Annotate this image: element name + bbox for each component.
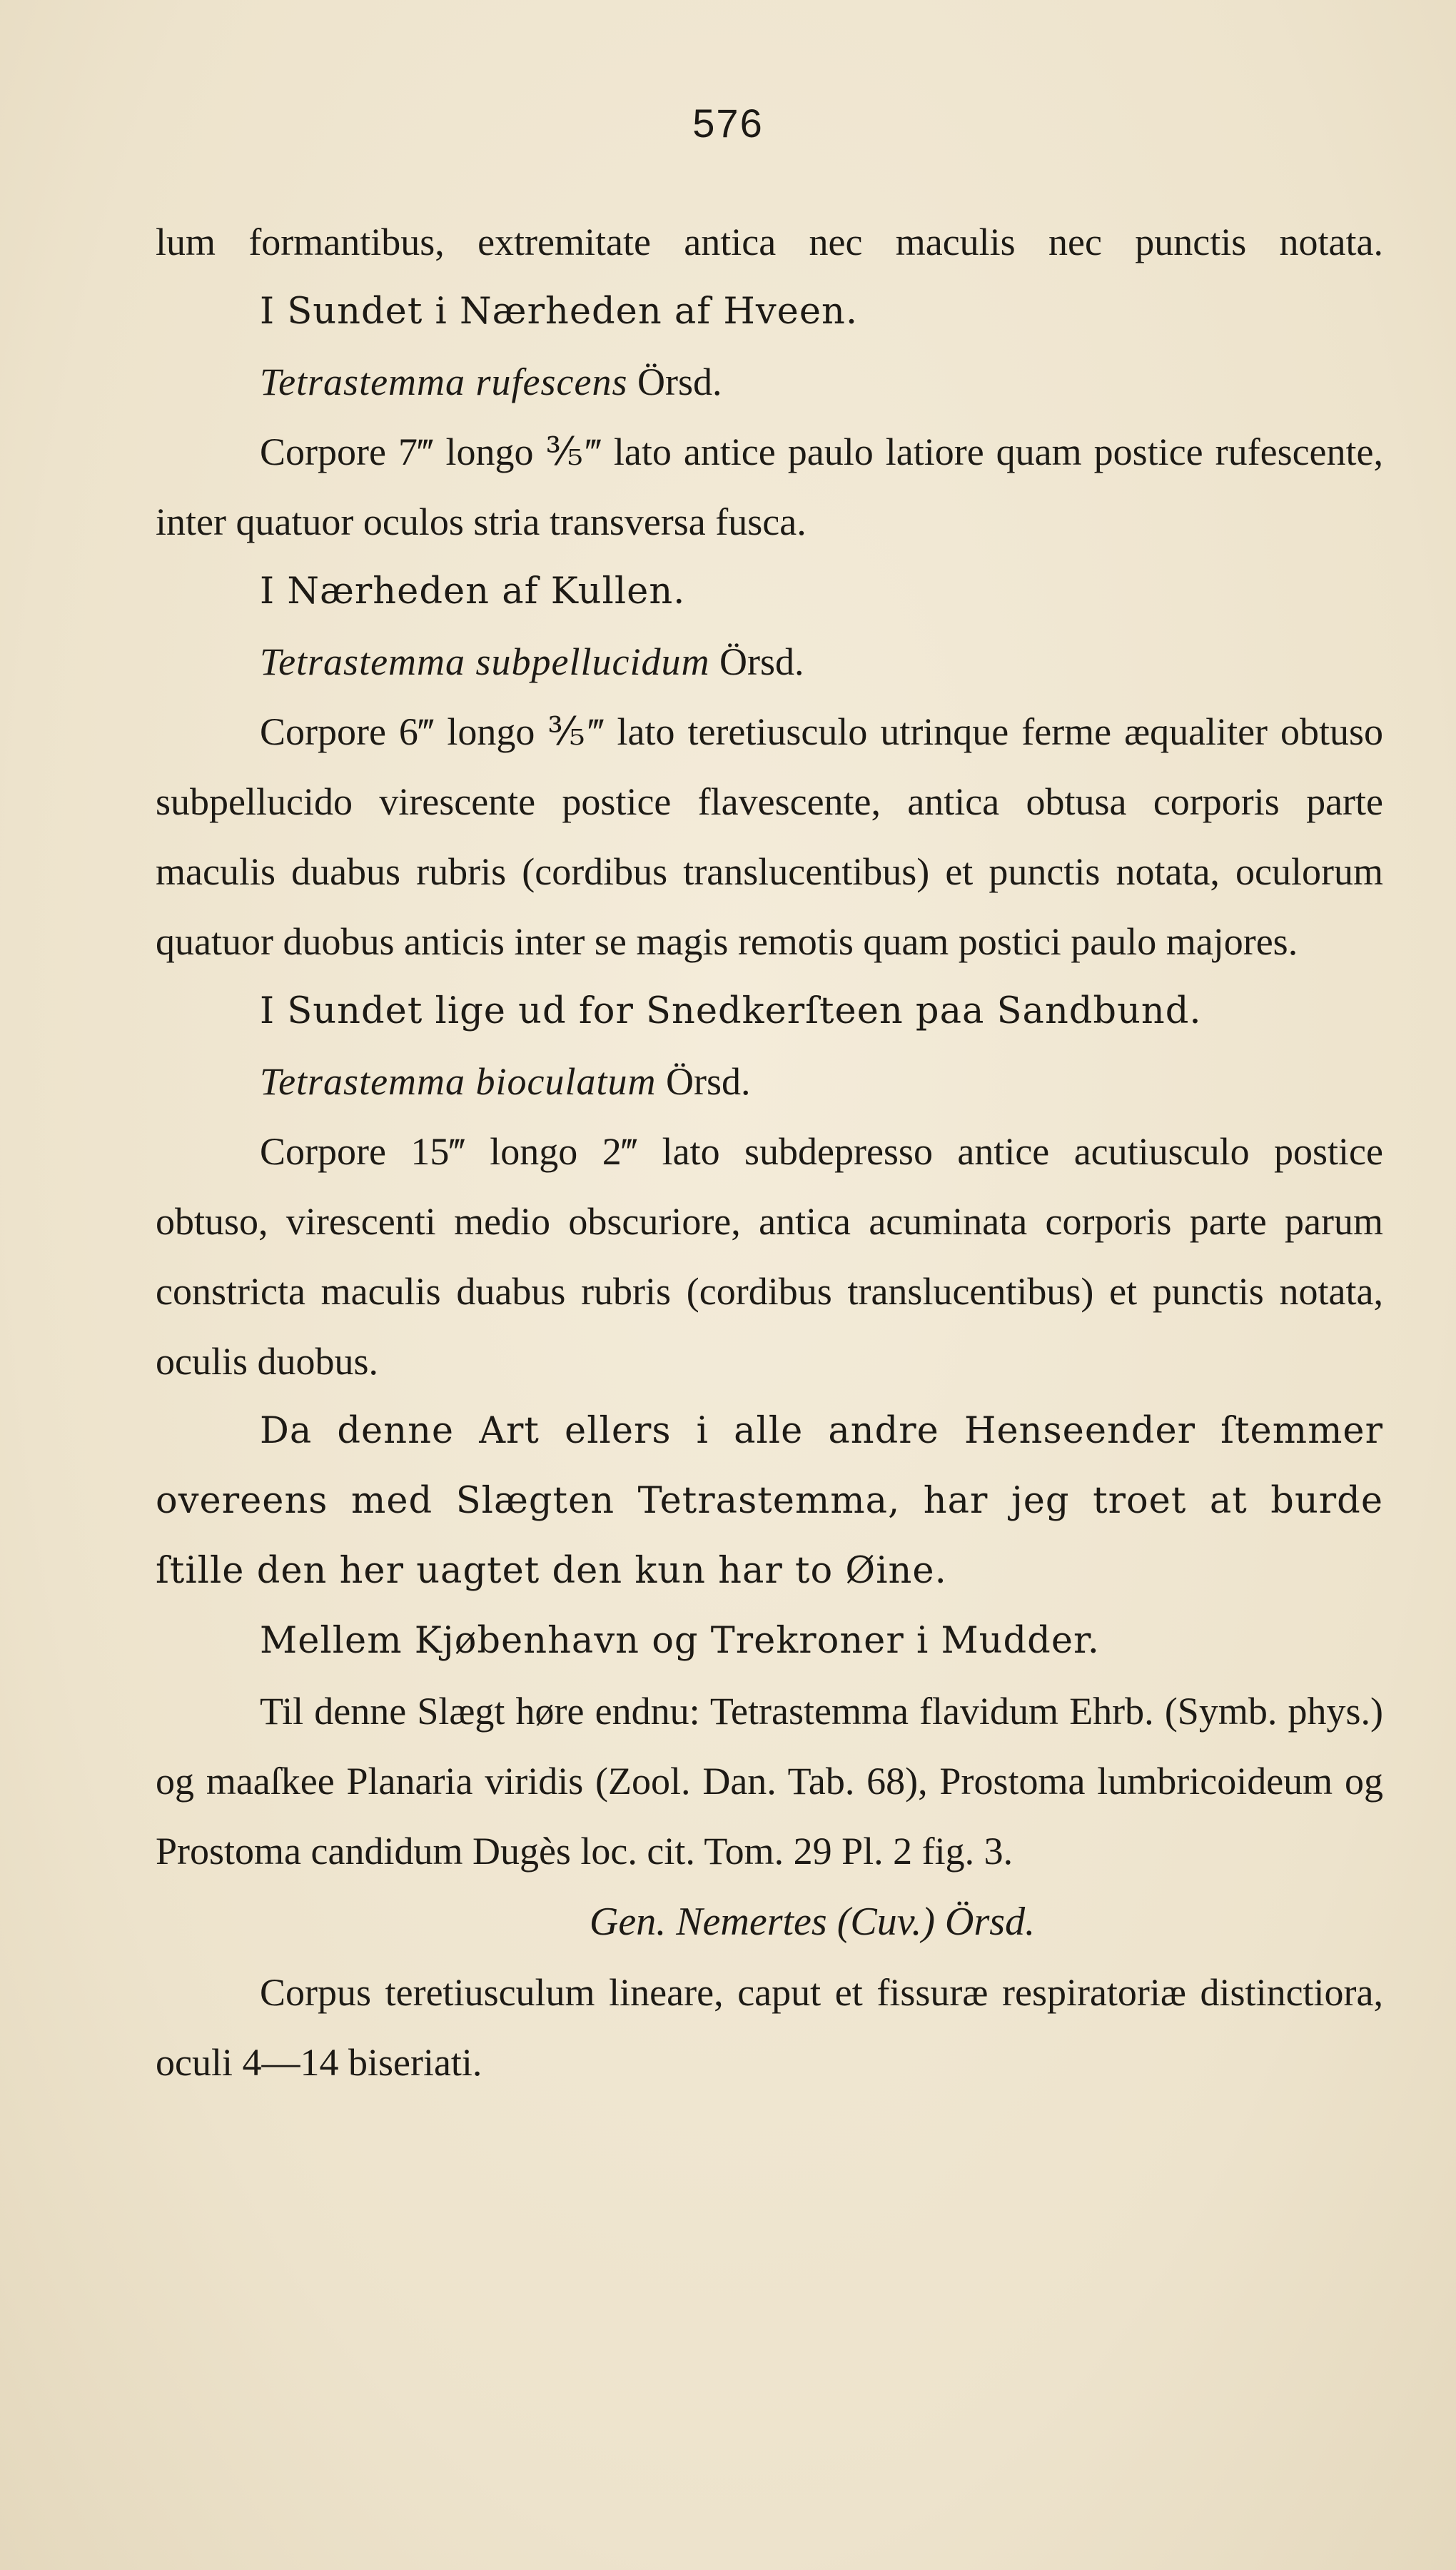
species-name: Tetrastemma subpellucidum — [260, 640, 710, 683]
species-description: Corpore 7‴ longo ⅗‴ lato antice paulo latiore quam postice rufescente, inter quatuor oculos stria transversa fusca. — [156, 430, 1383, 543]
locality-note: I Sundet lige ud for Snedkerſteen paa Sandbund. — [260, 990, 1202, 1032]
locality-note: Mellem Kjøbenhavn og Trekroner i Mudder. — [260, 1620, 1100, 1662]
locality-note: I Nærheden af Kullen. — [260, 570, 686, 613]
locality-note: I Sundet i Nærheden af Hveen. — [260, 291, 859, 333]
remark-paragraph: Til denne Slægt høre endnu: Tetrastemma flavidum Ehrb. (Symb. phys.) og maaſkee Planaria viridis (Zool. Dan. Tab. 68), Prostoma lumbricoideum og Prostoma candidum Dugès loc. cit. Tom. 29 Pl. 2 fig. 3. — [156, 1690, 1383, 1873]
species-heading — [156, 347, 1383, 417]
species-author: Örsd. — [637, 361, 722, 403]
species-heading — [156, 1047, 1383, 1117]
paragraph-continuation: lum formantibus, extremitate antica nec maculis nec punctis notata. — [156, 221, 1383, 263]
species-name: Tetrastemma bioculatum — [260, 1060, 657, 1103]
page-number: 576 — [692, 101, 764, 146]
species-heading — [156, 627, 1383, 697]
remark-paragraph: Da denne Art ellers i alle andre Henseender ſtemmer overeens med Slægten Tetrastemma, har jeg troet at burde ſtille den her uagtet den kun har to Øine. — [156, 1410, 1383, 1592]
genus-description: Corpus teretiusculum lineare, caput et fissuræ respiratoriæ distinctiora, oculi 4—14 biseriati. — [156, 1971, 1383, 2084]
species-description: Corpore 15‴ longo 2‴ lato subdepresso antice acutiusculo postice obtuso, virescenti medio obscuriore, antica acuminata corporis parte parum constricta maculis duabus rubris (cordibus translucentibus) et punctis notata, oculis duobus. — [156, 1130, 1383, 1383]
species-description: Corpore 6‴ longo ⅗‴ lato teretiusculo utrinque ferme æqualiter obtuso subpellucido virescente postice flavescente, antica obtusa corporis parte maculis duabus rubris (cordibus translucentibus) et punctis notata, oculorum quatuor duobus anticis inter se magis remotis quam postici paulo majores. — [156, 710, 1383, 963]
species-author: Örsd. — [666, 1060, 751, 1103]
species-name: Tetrastemma rufescens — [260, 361, 628, 403]
page-text — [156, 207, 1383, 2097]
genus-heading: Gen. Nemertes (Cuv.) Örsd. — [589, 1900, 1036, 1944]
species-author: Örsd. — [719, 640, 804, 683]
